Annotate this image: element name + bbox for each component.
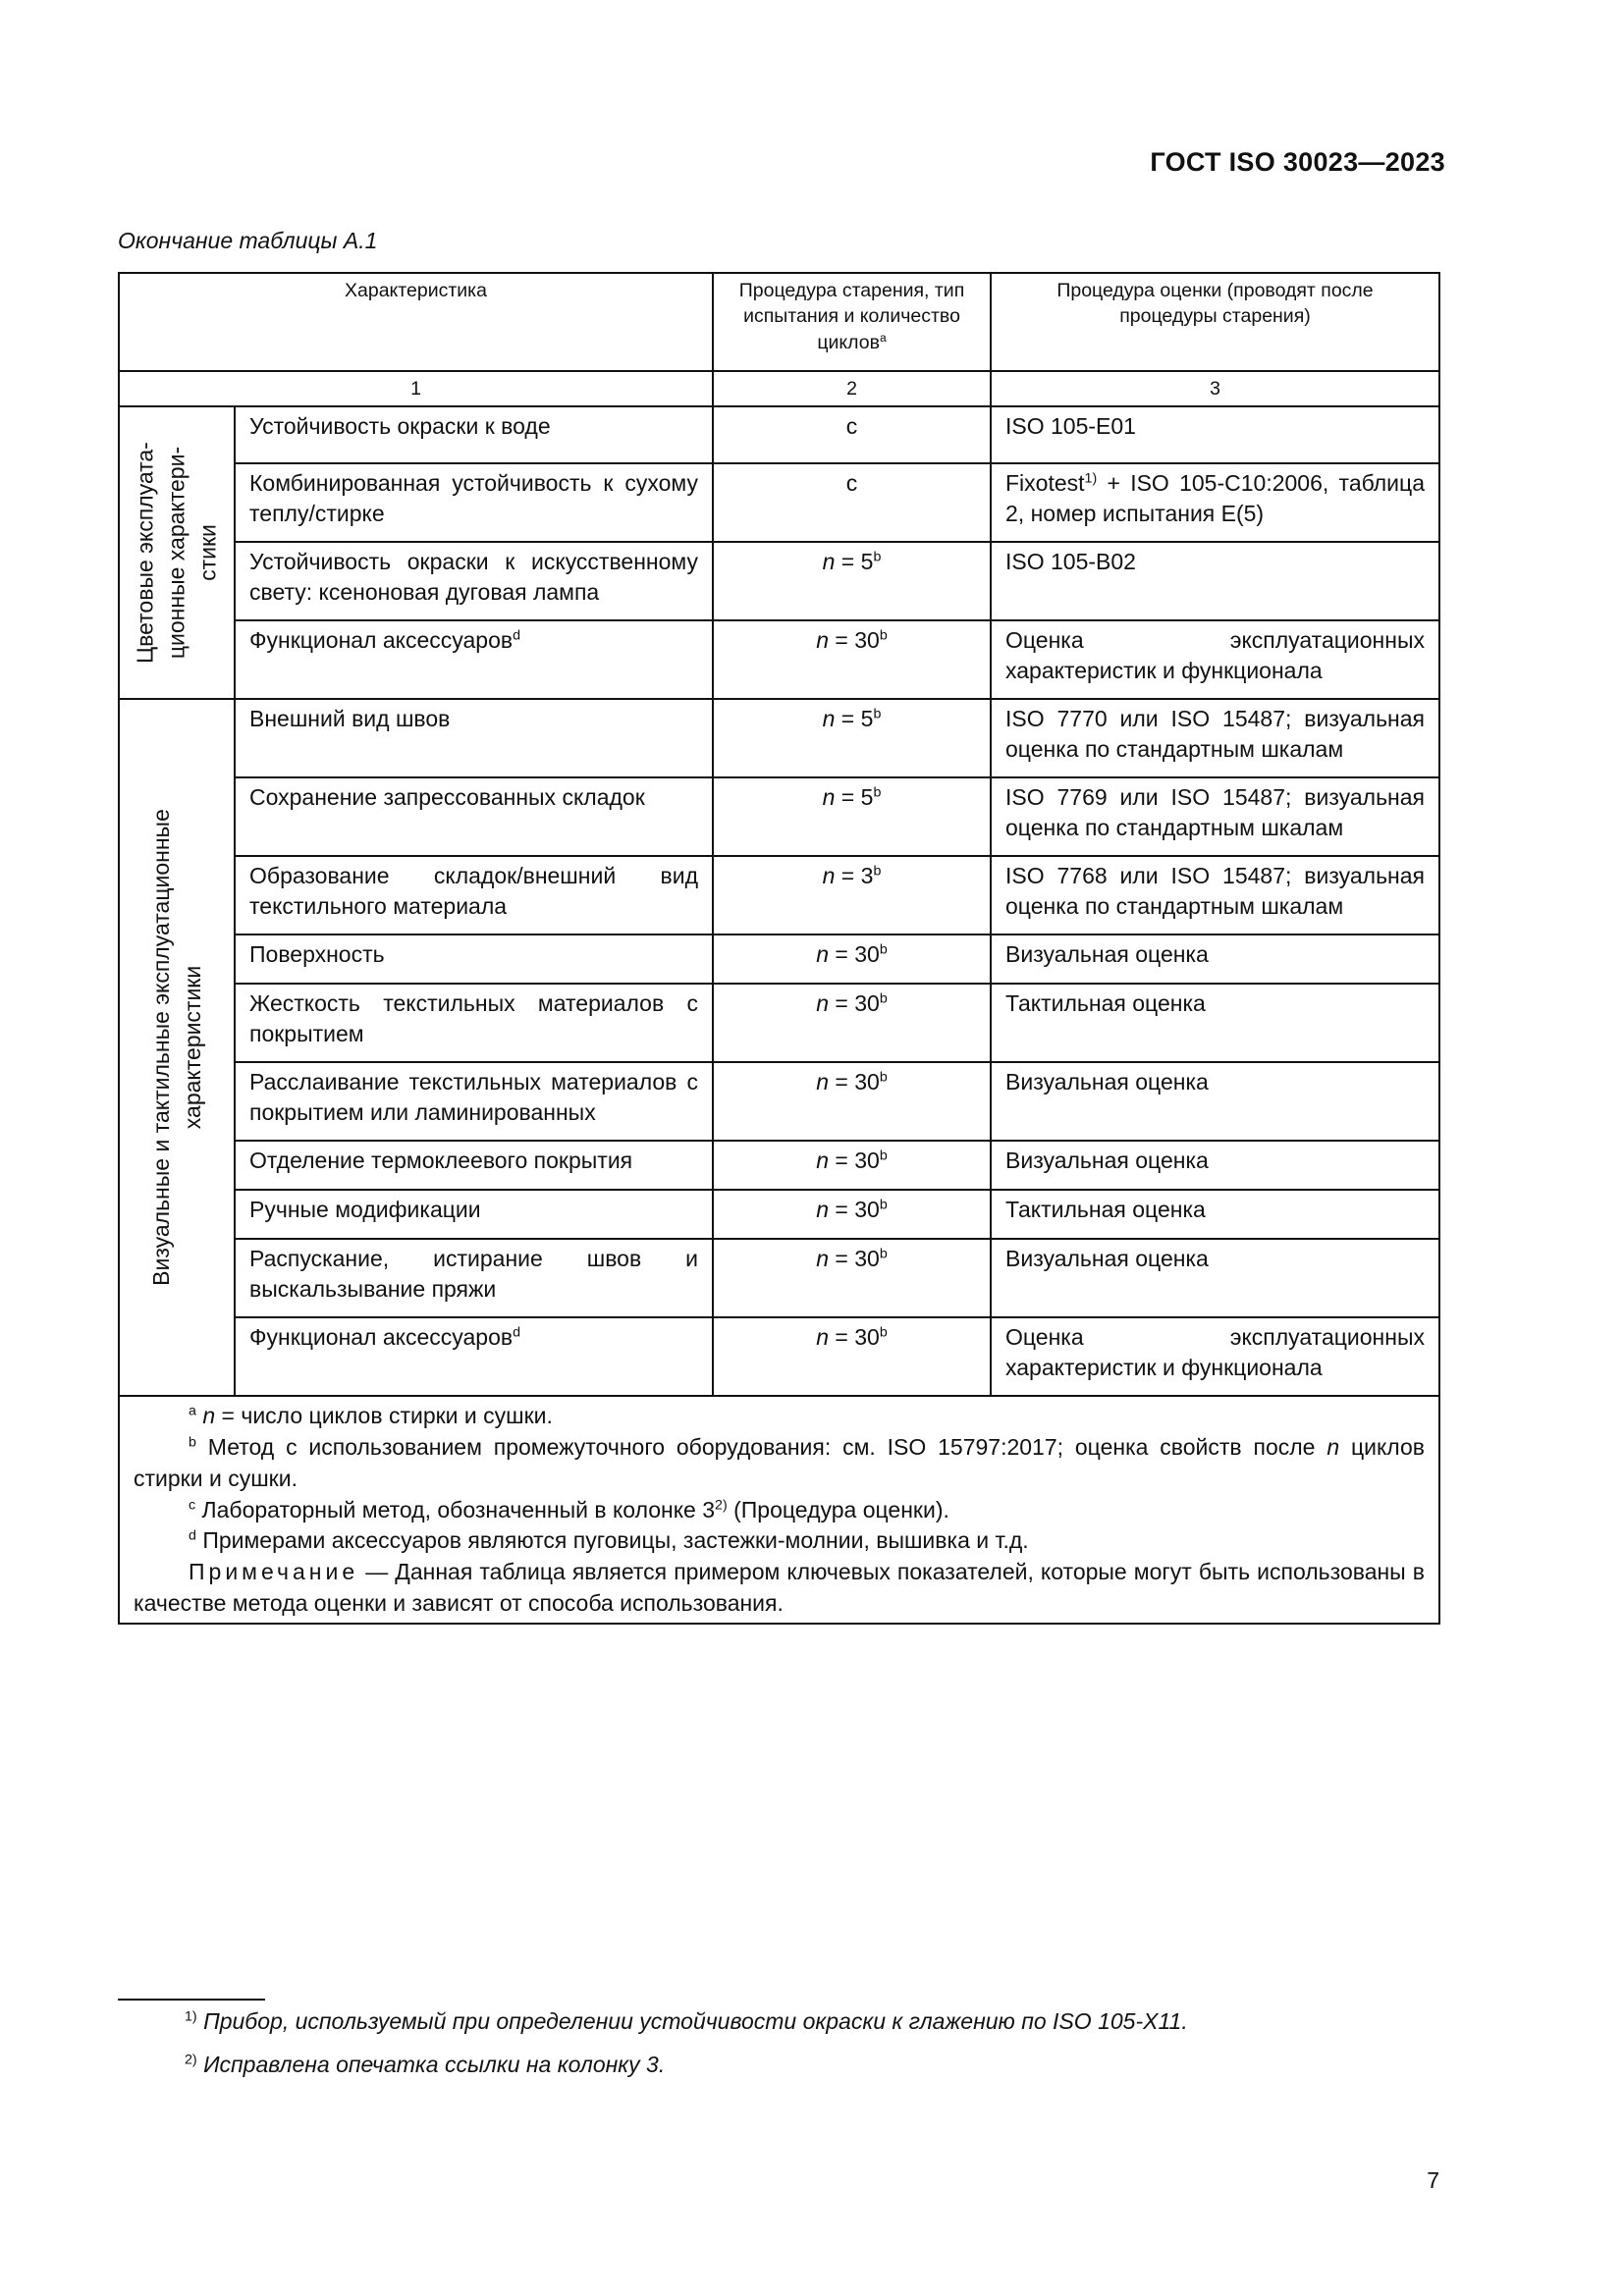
aging-value: = 30	[829, 1324, 880, 1351]
characteristic-text: Распускание, истирание швов и выскальзывание пряжи	[249, 1246, 698, 1303]
column-number: 3	[991, 371, 1439, 406]
aging-cell	[713, 699, 991, 777]
characteristic-sup: d	[513, 627, 521, 644]
aging-n: n	[816, 627, 830, 654]
note-b	[134, 1432, 1425, 1494]
table-row	[119, 1317, 1439, 1396]
characteristic-cell	[235, 1141, 713, 1190]
footnote-2	[185, 2052, 665, 2078]
assessment-text: Тактильная оценка	[1005, 1197, 1206, 1223]
characteristic-cell	[235, 1317, 713, 1396]
table-row	[119, 406, 1439, 463]
header-assessment: Процедура оценки (проводят после процедуры старения)	[991, 273, 1439, 371]
footnote-1-text: Прибор, используемый при определении устойчивости окраски к глажению по ISO 105-X11.	[203, 2008, 1188, 2034]
aging-cell	[713, 1190, 991, 1239]
assessment-cell	[991, 406, 1439, 463]
assessment-text: Тактильная оценка	[1005, 990, 1206, 1017]
characteristic-text: Образование складок/внешний вид текстильного материала	[249, 863, 698, 920]
group-label-cell	[119, 699, 235, 1396]
assessment-text: Визуальная оценка	[1005, 1069, 1209, 1095]
aging-value: = 30	[829, 990, 880, 1017]
aging-sup: b	[879, 1069, 888, 1086]
aging-n: n	[816, 1324, 830, 1351]
aging-sup: b	[873, 863, 882, 880]
page-number: 7	[1427, 2167, 1439, 2193]
aging-n: n	[816, 1197, 830, 1223]
assessment-text: ISO 105-E01	[1005, 413, 1136, 440]
aging-n: n	[822, 706, 836, 732]
characteristic-text: Жесткость текстильных материалов с покрытием	[249, 990, 698, 1047]
aging-cell	[713, 777, 991, 856]
table-row	[119, 777, 1439, 856]
header-aging-sup: a	[879, 330, 887, 345]
characteristic-cell	[235, 1239, 713, 1317]
note-d-text: Примерами аксессуаров являются пуговицы, застежки-молнии, вышивка и т.д.	[195, 1527, 1029, 1554]
note-c	[134, 1495, 1425, 1526]
assessment-cell	[991, 984, 1439, 1062]
note-a-n: n	[202, 1403, 216, 1429]
assessment-text: Визуальная оценка	[1005, 941, 1209, 968]
group-label-line: Цветовые эксплуата-	[132, 442, 158, 665]
assessment-text: + ISO 105-C10:2006, таблица 2, номер испытания E(5)	[1005, 470, 1425, 527]
aging-sup: b	[873, 706, 882, 722]
aging-sup: b	[879, 990, 888, 1007]
document-code: ГОСТ ISO 30023—2023	[1150, 147, 1445, 177]
note-c-sup: 2)	[715, 1496, 728, 1513]
table-row	[119, 620, 1439, 699]
footnote-1	[185, 2008, 1188, 2035]
aging-cell	[713, 1141, 991, 1190]
note-b-text2: циклов стирки и сушки.	[134, 1434, 1425, 1491]
assessment-cell	[991, 463, 1439, 542]
aging-value: = 5	[835, 784, 874, 811]
table-row	[119, 1141, 1439, 1190]
characteristic-cell	[235, 1190, 713, 1239]
characteristic-cell	[235, 406, 713, 463]
aging-sup: b	[879, 1246, 888, 1262]
column-number: 2	[713, 371, 991, 406]
assessment-cell	[991, 777, 1439, 856]
aging-n: n	[822, 549, 836, 575]
aging-sup: b	[879, 1197, 888, 1213]
table-row	[119, 1062, 1439, 1141]
table-row	[119, 699, 1439, 777]
aging-value: = 30	[829, 1246, 880, 1272]
aging-cell	[713, 463, 991, 542]
table-row	[119, 1190, 1439, 1239]
group-label-line: характеристики	[180, 966, 205, 1130]
characteristic-text: Ручные модификации	[249, 1197, 481, 1223]
aging-value: = 5	[835, 549, 874, 575]
aging-cell	[713, 1317, 991, 1396]
aging-cell	[713, 620, 991, 699]
note-d-mark: d	[189, 1527, 196, 1544]
note-a-text: = число циклов стирки и сушки.	[215, 1403, 553, 1429]
footnote-1-mark: 1)	[185, 2008, 197, 2025]
aging-value: = 5	[835, 706, 874, 732]
aging-value: = 30	[829, 1069, 880, 1095]
table-row	[119, 934, 1439, 984]
aging-cell	[713, 1239, 991, 1317]
characteristic-text: Расслаивание текстильных материалов с покрытием или ламинированных	[249, 1069, 698, 1126]
group-label-line: Визуальные и тактильные эксплуатационные	[147, 809, 174, 1287]
aging-cell	[713, 856, 991, 934]
assessment-cell	[991, 542, 1439, 620]
assessment-text: ISO 7768 или ISO 15487; визуальная оценка по стандартным шкалам	[1005, 863, 1425, 920]
note-d	[134, 1525, 1425, 1557]
aging-n: n	[816, 1246, 830, 1272]
assessment-cell	[991, 1317, 1439, 1396]
aging-n: n	[816, 1069, 830, 1095]
header-aging	[713, 273, 991, 371]
aging-value: c	[845, 470, 858, 497]
aging-value: = 30	[829, 1197, 880, 1223]
assessment-cell	[991, 1239, 1439, 1317]
characteristic-text: Устойчивость окраски к воде	[249, 413, 551, 440]
characteristic-cell	[235, 777, 713, 856]
note-b-text1: Метод с использованием промежуточного оборудования: см. ISO 15797:2017; оценка свойств после	[195, 1434, 1327, 1461]
characteristic-cell	[235, 856, 713, 934]
footnote-2-mark: 2)	[185, 2052, 197, 2068]
characteristic-cell	[235, 620, 713, 699]
note-label: Примечание	[189, 1558, 359, 1584]
aging-value: = 30	[829, 941, 880, 968]
characteristic-cell	[235, 1062, 713, 1141]
characteristic-cell	[235, 542, 713, 620]
characteristics-table	[118, 272, 1440, 1625]
assessment-cell	[991, 1062, 1439, 1141]
aging-value: = 30	[829, 1148, 880, 1174]
group-label-line: ционные характери-	[163, 447, 189, 660]
aging-sup: b	[873, 784, 882, 801]
header-characteristic: Характеристика	[119, 273, 713, 371]
aging-n: n	[816, 1148, 830, 1174]
characteristic-text: Сохранение запрессованных складок	[249, 784, 645, 811]
note-remark	[134, 1557, 1425, 1619]
aging-value: = 3	[835, 863, 874, 889]
note-a	[134, 1401, 1425, 1432]
table-row	[119, 1239, 1439, 1317]
assessment-text: ISO 105-B02	[1005, 549, 1136, 575]
aging-cell	[713, 406, 991, 463]
characteristic-cell	[235, 463, 713, 542]
aging-cell	[713, 1062, 991, 1141]
table-header-row	[119, 273, 1439, 371]
characteristic-cell	[235, 934, 713, 984]
column-number-row	[119, 371, 1439, 406]
assessment-text: Визуальная оценка	[1005, 1148, 1209, 1174]
aging-sup: b	[879, 1148, 888, 1164]
table-row	[119, 463, 1439, 542]
characteristic-text: Функционал аксессуаров	[249, 627, 514, 654]
assessment-cell	[991, 1141, 1439, 1190]
group-label-line: стики	[195, 524, 222, 582]
characteristic-cell	[235, 984, 713, 1062]
aging-n: n	[816, 941, 830, 968]
note-c-text1: Лабораторный метод, обозначенный в колонке 3	[195, 1496, 716, 1522]
characteristic-text: Внешний вид швов	[249, 706, 451, 732]
aging-sup: b	[879, 627, 888, 644]
characteristic-text: Отделение термоклеевого покрытия	[249, 1148, 633, 1174]
assessment-pre: Fixotest	[1005, 470, 1085, 497]
note-c-text2: (Процедура оценки).	[727, 1496, 949, 1522]
characteristic-text: Устойчивость окраски к искусственному свету: ксеноновая дуговая лампа	[249, 549, 698, 606]
assessment-text: Оценка эксплуатационных характеристик и функционала	[1005, 1324, 1425, 1381]
table-notes	[119, 1396, 1439, 1624]
characteristic-text: Комбинированная устойчивость к сухому теплу/стирке	[249, 470, 698, 527]
characteristic-sup: d	[513, 1324, 521, 1341]
aging-n: n	[822, 784, 836, 811]
footnote-2-text: Исправлена опечатка ссылки на колонку 3.	[203, 2052, 666, 2077]
assessment-cell	[991, 699, 1439, 777]
characteristic-cell	[235, 699, 713, 777]
assessment-text: ISO 7770 или ISO 15487; визуальная оценка по стандартным шкалам	[1005, 706, 1425, 763]
assessment-cell	[991, 620, 1439, 699]
group-label	[145, 809, 208, 1286]
column-number: 1	[119, 371, 713, 406]
table-row	[119, 984, 1439, 1062]
aging-cell	[713, 984, 991, 1062]
assessment-cell	[991, 934, 1439, 984]
characteristic-text: Поверхность	[249, 941, 385, 968]
aging-cell	[713, 934, 991, 984]
note-c-mark: c	[189, 1496, 196, 1513]
note-b-n: n	[1326, 1434, 1340, 1461]
characteristic-text: Функционал аксессуаров	[249, 1324, 514, 1351]
table-row	[119, 856, 1439, 934]
aging-value: = 30	[829, 627, 880, 654]
assessment-sup: 1)	[1084, 470, 1098, 487]
group-label	[130, 442, 225, 664]
note-a-mark: a	[189, 1403, 196, 1419]
table-row	[119, 542, 1439, 620]
aging-sup: b	[879, 1324, 888, 1341]
aging-value: c	[845, 413, 858, 440]
table-caption: Окончание таблицы А.1	[118, 228, 378, 253]
note-text: — Данная таблица является примером ключевых показателей, которые могут быть использованы в качестве метода оценки и зависят от способа использования.	[134, 1558, 1425, 1616]
aging-cell	[713, 542, 991, 620]
assessment-text: ISO 7769 или ISO 15487; визуальная оценка по стандартным шкалам	[1005, 784, 1425, 841]
assessment-text: Оценка эксплуатационных характеристик и функционала	[1005, 627, 1425, 684]
assessment-cell	[991, 856, 1439, 934]
aging-n: n	[822, 863, 836, 889]
assessment-text: Визуальная оценка	[1005, 1246, 1209, 1272]
note-b-mark: b	[189, 1434, 196, 1451]
assessment-cell	[991, 1190, 1439, 1239]
footnote-rule	[118, 1999, 265, 2001]
aging-sup: b	[873, 549, 882, 565]
aging-sup: b	[879, 941, 888, 958]
notes-row	[119, 1396, 1439, 1624]
group-label-cell	[119, 406, 235, 699]
header-aging-text: Процедура старения, тип испытания и количество циклов	[738, 280, 965, 353]
aging-n: n	[816, 990, 830, 1017]
